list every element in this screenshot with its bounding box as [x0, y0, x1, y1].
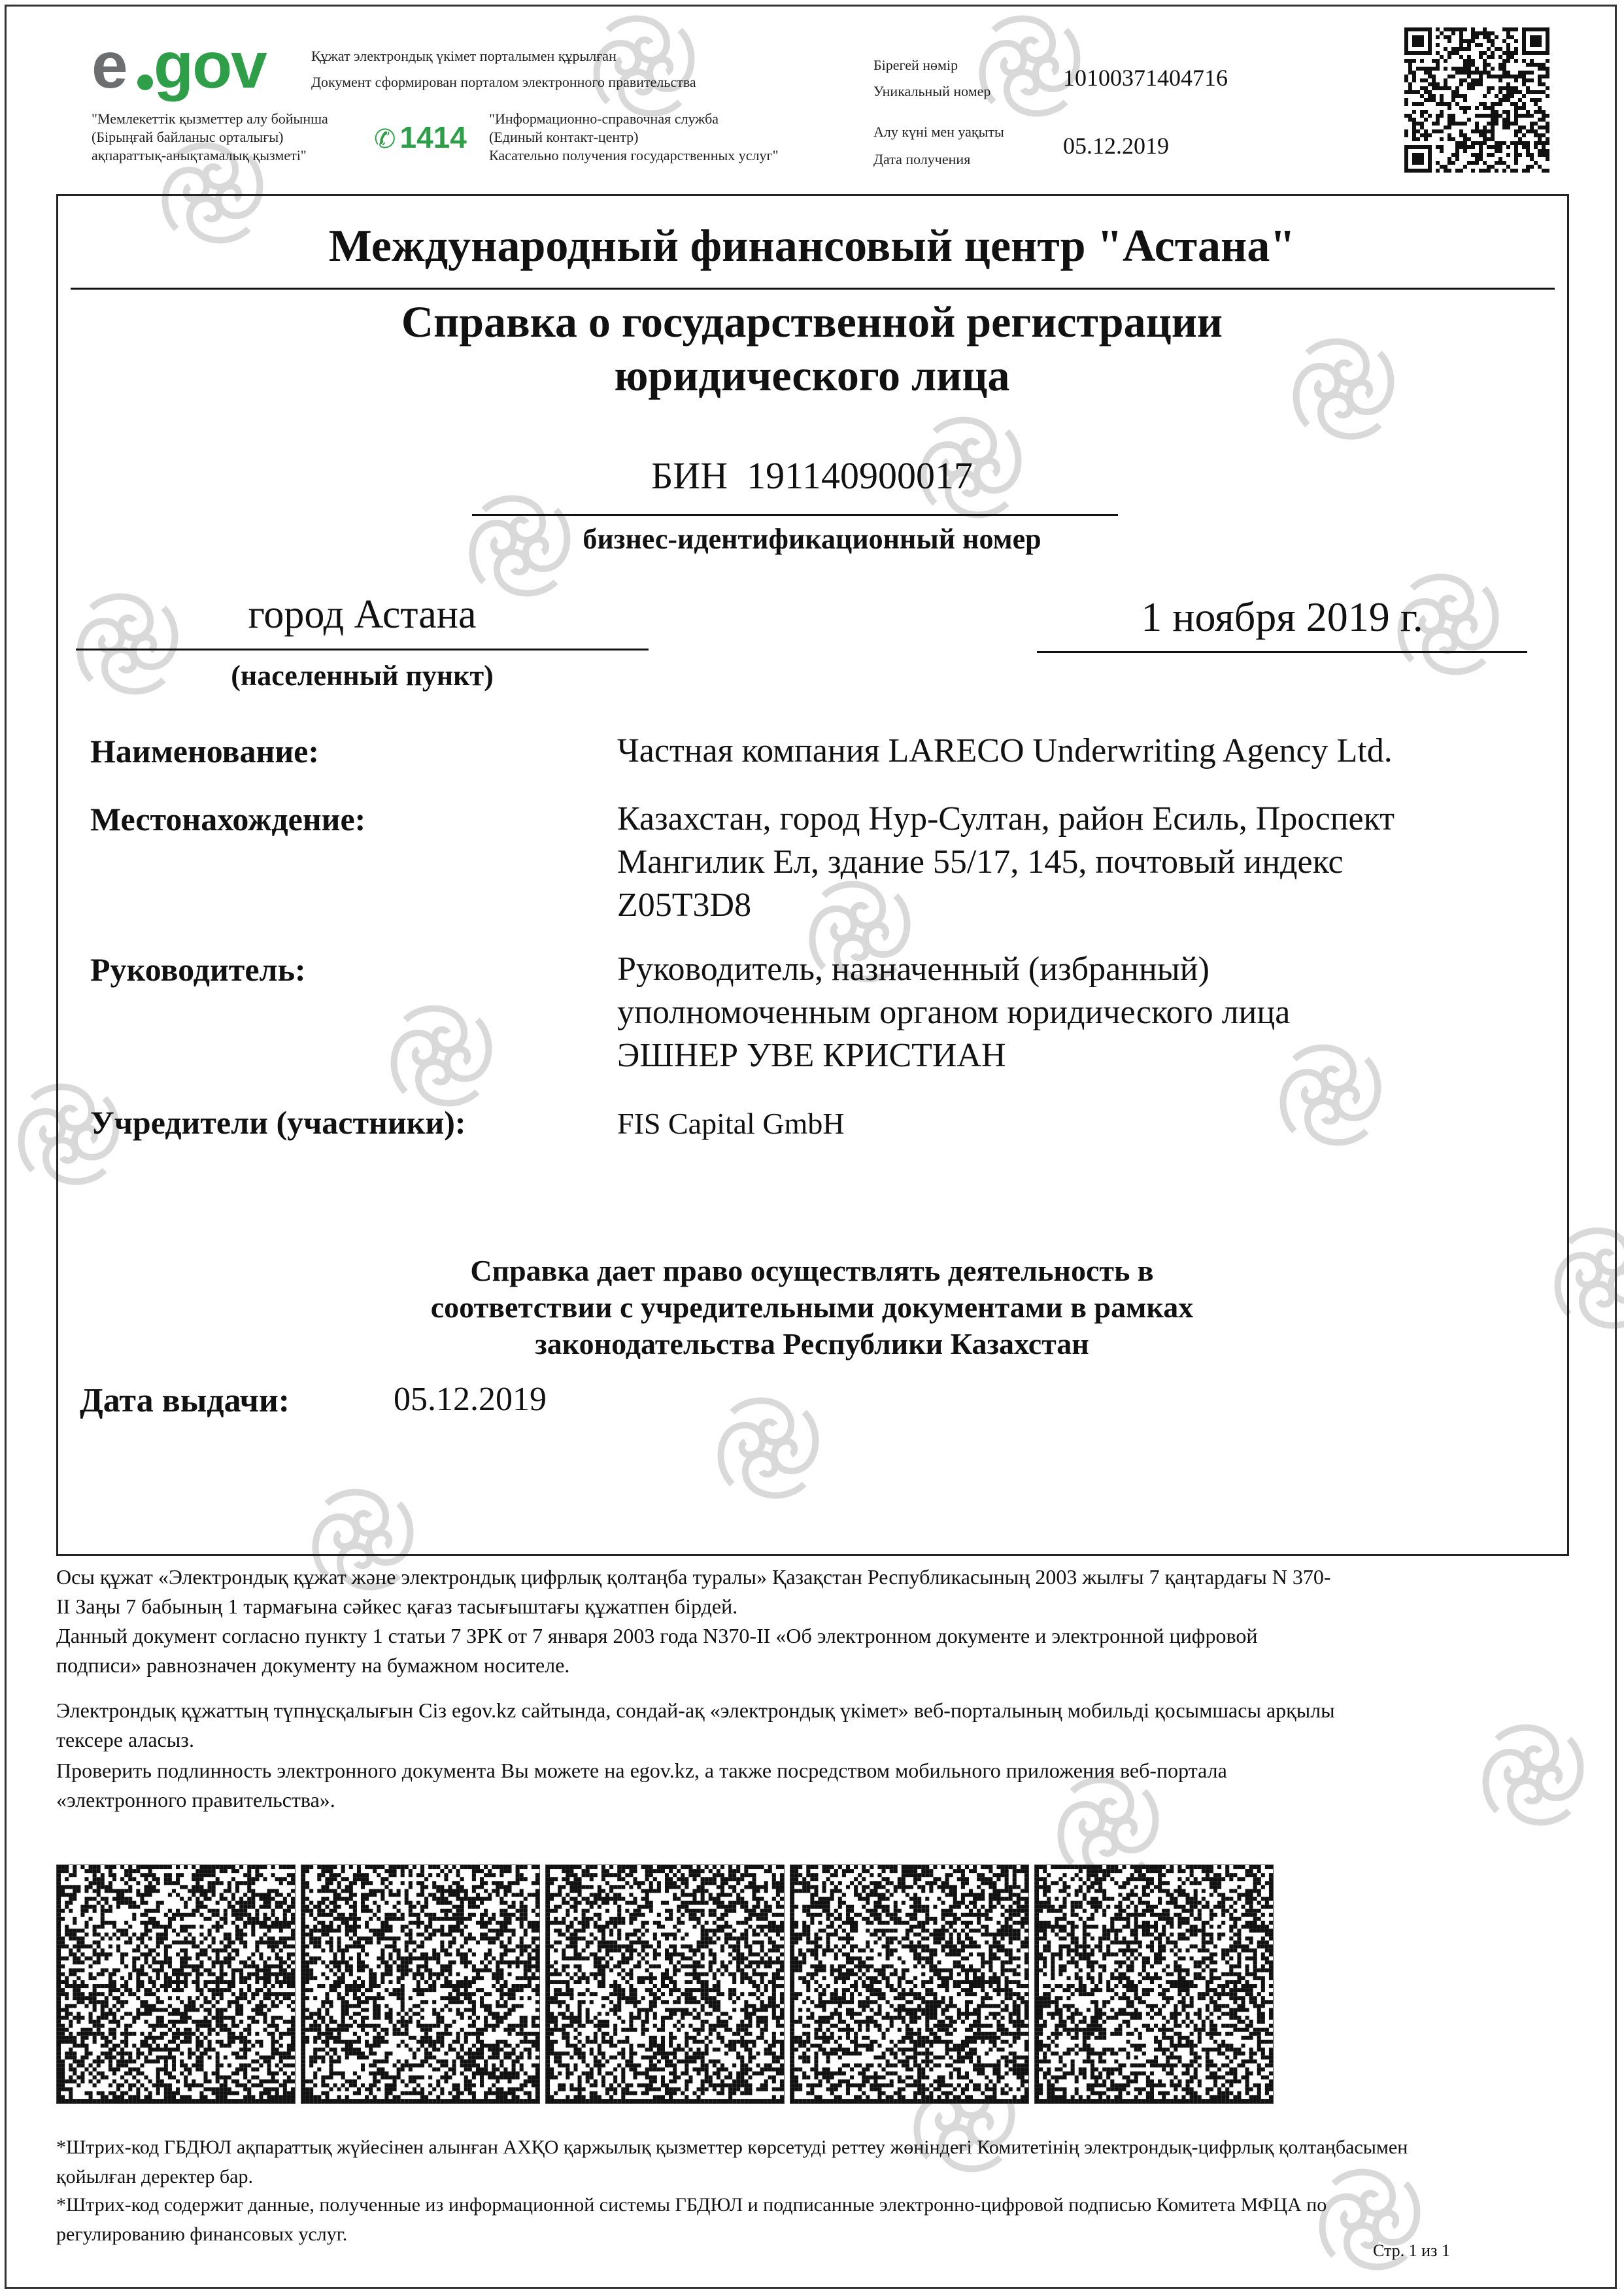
equivalence-kz-line2: II Заңы 7 бабының 1 тармағына сәйкес қағаз тасығыштағы құжатпен бірдей. [56, 1595, 738, 1618]
head-value-line2: уполномоченным органом юридического лица [617, 994, 1291, 1031]
head-label: Руководитель: [90, 951, 306, 988]
portal-note-kz: Құжат электрондық үкімет порталымен құрылған [311, 48, 617, 64]
equivalence-note-ru [56, 1621, 1580, 1680]
equivalence-kz-line1: Осы құжат «Электрондық құжат және электрондық цифрлық қолтаңба туралы» Қазақстан Республикасының 2003 жылғы 7 қаңтардағы N 370- [56, 1565, 1331, 1589]
unique-number-label-kz: Бірегей нөмір [873, 57, 958, 73]
barcode-kz-line1: *Штрих-код ГБДЮЛ ақпараттық жүйесінен алынған АХҚО қаржылық қызметтер көрсетуді реттеу жөніндегі Комитетінің электрондық-цифрлық қолтаңбасымен [56, 2136, 1408, 2158]
city-caption: (населенный пункт) [231, 660, 494, 692]
data-barcode-3 [545, 1865, 785, 2104]
data-barcode-5 [1034, 1865, 1274, 2104]
barcode-ru-line2: регулированию финансовых услуг. [56, 2223, 348, 2245]
location-value-line3: Z05T3D8 [617, 886, 752, 924]
head-value-line1: Руководитель, назначенный (избранный) [617, 951, 1210, 988]
verify-note-kz [56, 1696, 1580, 1755]
issue-date-label: Дата выдачи: [80, 1382, 290, 1419]
barcode-note-kz [56, 2133, 1580, 2191]
portal-note-ru: Документ сформирован порталом электронного правительства [311, 74, 696, 90]
egov-logo [92, 29, 281, 102]
unique-number-label-ru: Уникальный номер [873, 83, 991, 99]
logo-gov: gov [154, 29, 266, 102]
phone-number: 1414 [399, 120, 467, 154]
qr-code [1404, 27, 1549, 173]
verify-ru-line1: Проверить подлинность электронного документа Вы можете на egov.kz, а также посредством мобильного приложения веб-портала [56, 1759, 1227, 1782]
logo-e: e [92, 29, 127, 102]
equivalence-note-kz [56, 1562, 1580, 1621]
contact-center-ru-line3: Касательно получения государственных услуг" [489, 147, 779, 163]
data-barcode-1 [56, 1865, 296, 2104]
location-label: Местонахождение: [90, 801, 366, 837]
logo-dot [137, 75, 153, 90]
data-barcode-4 [790, 1865, 1029, 2104]
certificate-title-line2: юридического лица [614, 350, 1010, 400]
contact-center-kz-line1: "Мемлекеттік қызметтер алу бойынша [92, 110, 328, 127]
registration-date: 1 ноября 2019 г. [1141, 594, 1423, 640]
founders-value: FIS Capital GmbH [617, 1107, 845, 1140]
page-number: Стр. 1 из 1 [1373, 2241, 1450, 2260]
certificate-title-line1: Справка о государственной регистрации [401, 297, 1223, 346]
registration-date-underline [1037, 651, 1527, 653]
location-value-line2: Мангилик Ел, здание 55/17, 145, почтовый индекс [617, 843, 1344, 881]
city-underline [76, 649, 649, 650]
bin-underline [472, 514, 1118, 516]
head-value-line3: ЭШНЕР УВЕ КРИСТИАН [617, 1037, 1006, 1074]
receipt-date: 05.12.2019 [1063, 133, 1169, 159]
data-barcode-2 [301, 1865, 540, 2104]
barcode-ru-line1: *Штрих-код содержит данные, полученные из информационной системы ГБДЮЛ и подписанные электронно-цифровой подписью Комитета МФЦА по [56, 2194, 1327, 2216]
contact-phone [374, 119, 479, 156]
rights-text-line2: соответствии с учредительными документами в рамках [430, 1291, 1194, 1324]
contact-center-ru-line2: (Единый контакт-центр) [489, 129, 639, 145]
equivalence-ru-line2: подписи» равнозначен документу на бумажном носителе. [56, 1653, 570, 1677]
contact-center-kz-line2: (Бірыңғай байланыс орталығы) [92, 129, 284, 145]
title-divider [71, 288, 1555, 290]
issue-date: 05.12.2019 [394, 1381, 547, 1418]
phone-icon: ✆ [374, 125, 396, 154]
founders-label: Учредители (участники): [90, 1104, 466, 1141]
verify-kz-line2: тексере аласыз. [56, 1728, 194, 1751]
contact-center-ru-line1: "Информационно-справочная служба [489, 110, 719, 127]
receipt-date-label-ru: Дата получения [873, 151, 971, 167]
receipt-date-label-kz: Алу күні мен уақыты [873, 124, 1004, 140]
equivalence-ru-line1: Данный документ согласно пункту 1 статьи 7 ЗРК от 7 января 2003 года N370-II «Об электронном документе и электронной цифровой [56, 1624, 1258, 1647]
unique-number: 10100371404716 [1063, 65, 1228, 91]
organization-name: Международный финансовый центр "Астана" [328, 221, 1296, 271]
city-name: город Астана [248, 592, 477, 637]
verify-ru-line2: «электронного правительства». [56, 1788, 335, 1812]
bin-caption: бизнес-идентификационный номер [583, 523, 1041, 555]
rights-text-line3: законодательства Республики Казахстан [535, 1327, 1089, 1360]
verify-note-ru [56, 1756, 1580, 1815]
rights-text-line1: Справка дает право осуществлять деятельность в [470, 1254, 1154, 1287]
name-value: Частная компания LARECO Underwriting Agency Ltd. [617, 732, 1393, 769]
location-value-line1: Казахстан, город Нур-Султан, район Есиль, Проспект [617, 800, 1395, 837]
barcode-note-ru [56, 2190, 1580, 2249]
barcode-kz-line2: қойылған деректер бар. [56, 2166, 254, 2187]
verify-kz-line1: Электрондық құжаттың түпнұсқалығын Сіз egov.kz сайтында, сондай-ақ «электрондық үкімет» веб-порталының мобильді қосымшасы арқылы [56, 1698, 1335, 1722]
contact-center-kz-line3: ақпараттық-анықтамалық қызметі" [92, 147, 307, 163]
bin-number: БИН 191140900017 [651, 454, 973, 497]
name-label: Наименование: [90, 733, 319, 769]
